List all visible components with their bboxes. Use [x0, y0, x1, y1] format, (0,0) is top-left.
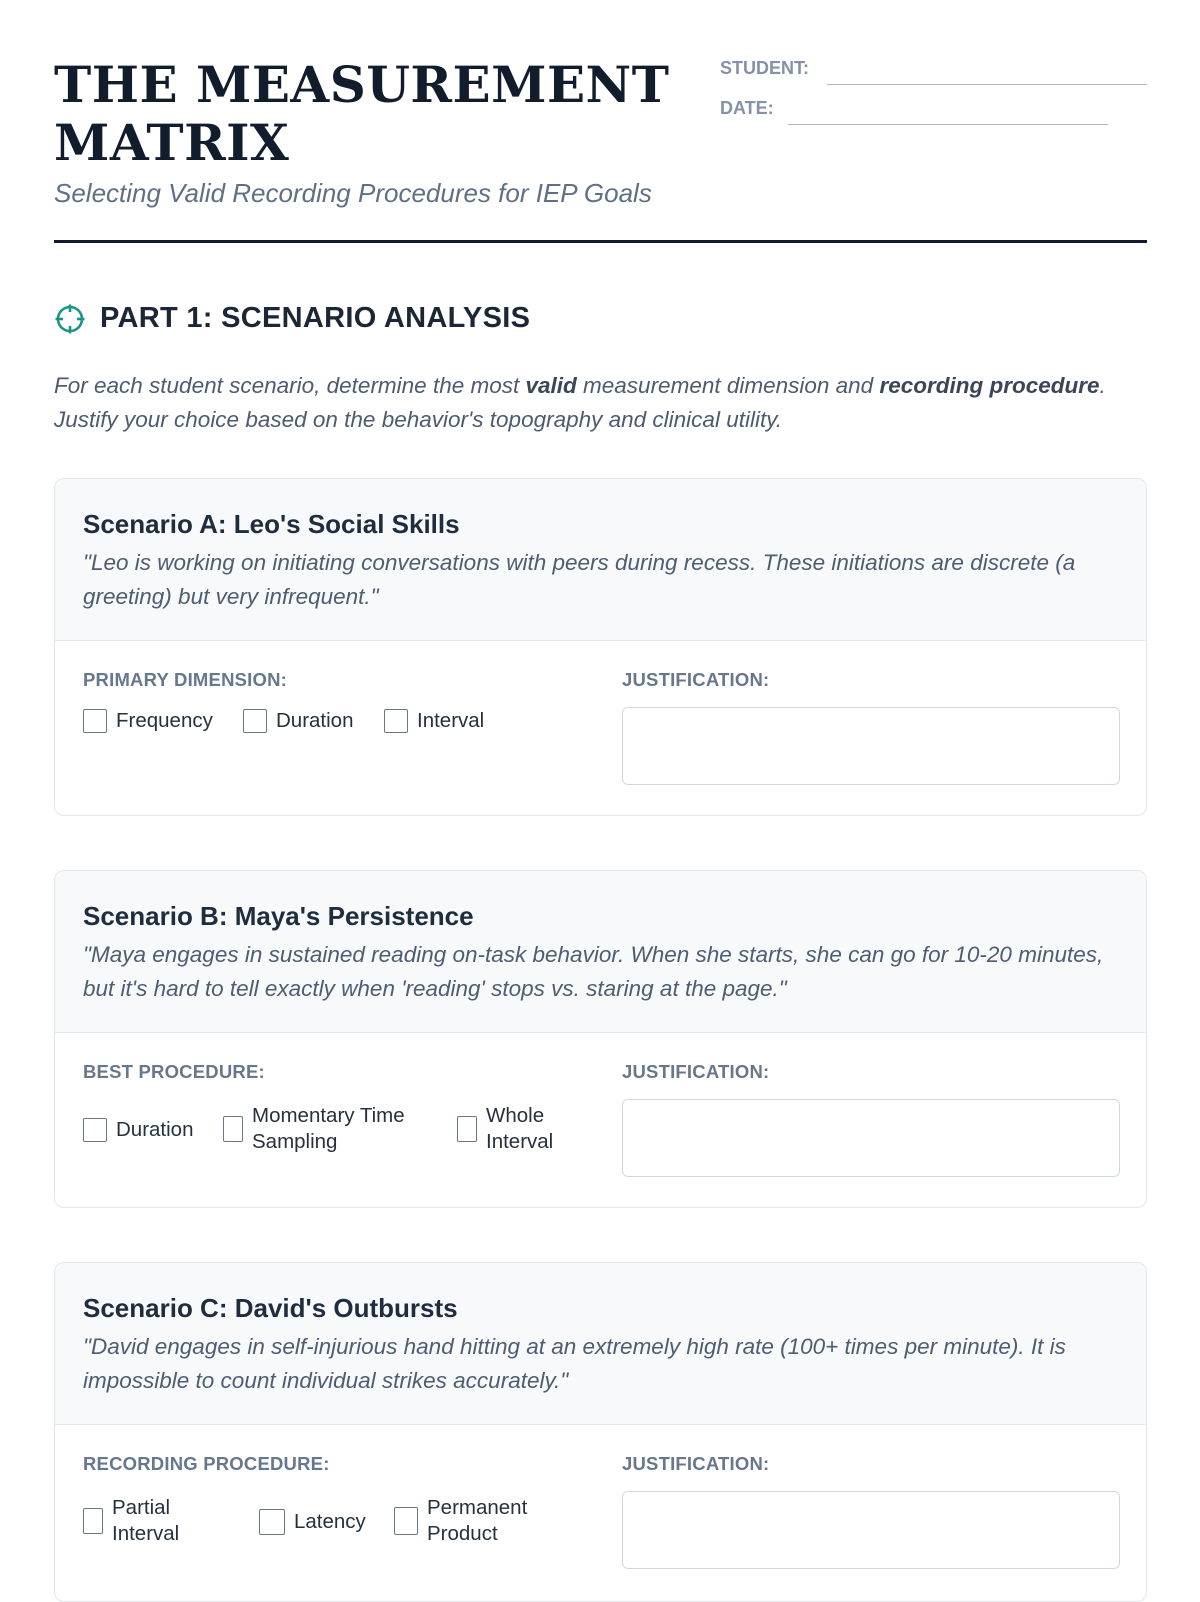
student-name-field[interactable]	[827, 84, 1147, 85]
scenario-header	[55, 1263, 1146, 1425]
checkbox[interactable]	[83, 1508, 103, 1534]
checkbox[interactable]	[384, 709, 408, 733]
student-info	[720, 56, 1147, 136]
instructions-bold-2: recording procedure	[879, 373, 1100, 398]
option-label: Permanent Product	[427, 1496, 528, 1545]
option-duration[interactable]	[243, 708, 354, 734]
scenario-header	[55, 479, 1146, 641]
scenario-card-a	[54, 478, 1147, 816]
option-label: Momentary Time Sampling	[252, 1104, 405, 1153]
scenario-header	[55, 871, 1146, 1033]
checkbox[interactable]	[243, 709, 267, 733]
checkbox[interactable]	[83, 709, 107, 733]
option-momentary-time-sampling[interactable]	[223, 1103, 428, 1155]
date-row	[720, 96, 1147, 136]
scenario-title: Scenario A: Leo's Social Skills	[83, 509, 460, 539]
option-label: Duration	[276, 709, 354, 732]
instructions-text-3: . Justify your choice based on the behavior's topography and clinical utility.	[54, 373, 1106, 432]
checkbox[interactable]	[83, 1118, 107, 1142]
part1-instructions	[54, 369, 1147, 437]
option-latency[interactable]	[259, 1509, 366, 1535]
part1-heading	[54, 302, 530, 335]
date-field[interactable]	[788, 124, 1108, 125]
scenario-card-c	[54, 1262, 1147, 1602]
date-label: DATE:	[720, 98, 774, 118]
part1-title: PART 1: SCENARIO ANALYSIS	[100, 302, 531, 334]
option-label: Latency	[294, 1510, 366, 1533]
scenario-description: "David engages in self-injurious hand hitting at an extremely high rate (100+ times per minute). It is impossible to count individual strikes accurately."	[83, 1334, 1066, 1393]
instructions-text-1: For each student scenario, determine the most	[54, 373, 526, 398]
worksheet-title: THE MEASUREMENT MATRIX	[54, 55, 670, 172]
option-group-label: PRIMARY DIMENSION:	[83, 669, 288, 690]
option-permanent-product[interactable]	[394, 1495, 554, 1547]
justification-input[interactable]	[622, 1491, 1120, 1569]
scenario-card-b	[54, 870, 1147, 1208]
option-label: Interval	[417, 709, 485, 732]
instructions-text-2: measurement dimension and	[576, 373, 880, 398]
justification-input[interactable]	[622, 1099, 1120, 1177]
checkbox[interactable]	[259, 1509, 285, 1535]
option-label: Duration	[116, 1118, 194, 1141]
student-row	[720, 56, 1147, 96]
justification-input[interactable]	[622, 707, 1120, 785]
instructions-bold-1: valid	[525, 373, 577, 398]
option-duration[interactable]	[83, 1117, 194, 1143]
scenario-description: "Maya engages in sustained reading on-task behavior. When she starts, she can go for 10-20 minutes, but it's hard to tell exactly when 'reading' stops vs. staring at the page."	[83, 942, 1104, 1001]
header-divider	[54, 240, 1147, 243]
scenario-title: Scenario C: David's Outbursts	[83, 1293, 458, 1323]
option-label: Frequency	[116, 709, 213, 732]
justification-label: JUSTIFICATION:	[622, 1061, 770, 1082]
option-whole-interval[interactable]	[457, 1103, 567, 1155]
option-interval[interactable]	[384, 708, 484, 734]
worksheet-header	[54, 0, 1147, 244]
option-frequency[interactable]	[83, 708, 213, 734]
scenario-response	[55, 1425, 1146, 1599]
checkbox[interactable]	[223, 1116, 243, 1142]
option-partial-interval[interactable]	[83, 1495, 193, 1547]
justification-label: JUSTIFICATION:	[622, 669, 770, 690]
scenario-title: Scenario B: Maya's Persistence	[83, 901, 474, 931]
scenario-response	[55, 641, 1146, 815]
worksheet-subtitle: Selecting Valid Recording Procedures for IEP Goals	[54, 178, 652, 208]
justification-label: JUSTIFICATION:	[622, 1453, 770, 1474]
checkbox[interactable]	[394, 1507, 418, 1535]
option-group-label: BEST PROCEDURE:	[83, 1061, 265, 1082]
option-label: Whole Interval	[486, 1104, 554, 1153]
student-label: STUDENT:	[720, 58, 809, 78]
option-group-label: RECORDING PROCEDURE:	[83, 1453, 330, 1474]
scenario-response	[55, 1033, 1146, 1207]
option-label: Partial Interval	[112, 1496, 180, 1545]
target-icon	[54, 303, 86, 335]
scenario-description: "Leo is working on initiating conversations with peers during recess. These initiations are discrete (a greeting) but very infrequent."	[83, 550, 1076, 609]
checkbox[interactable]	[457, 1116, 477, 1142]
